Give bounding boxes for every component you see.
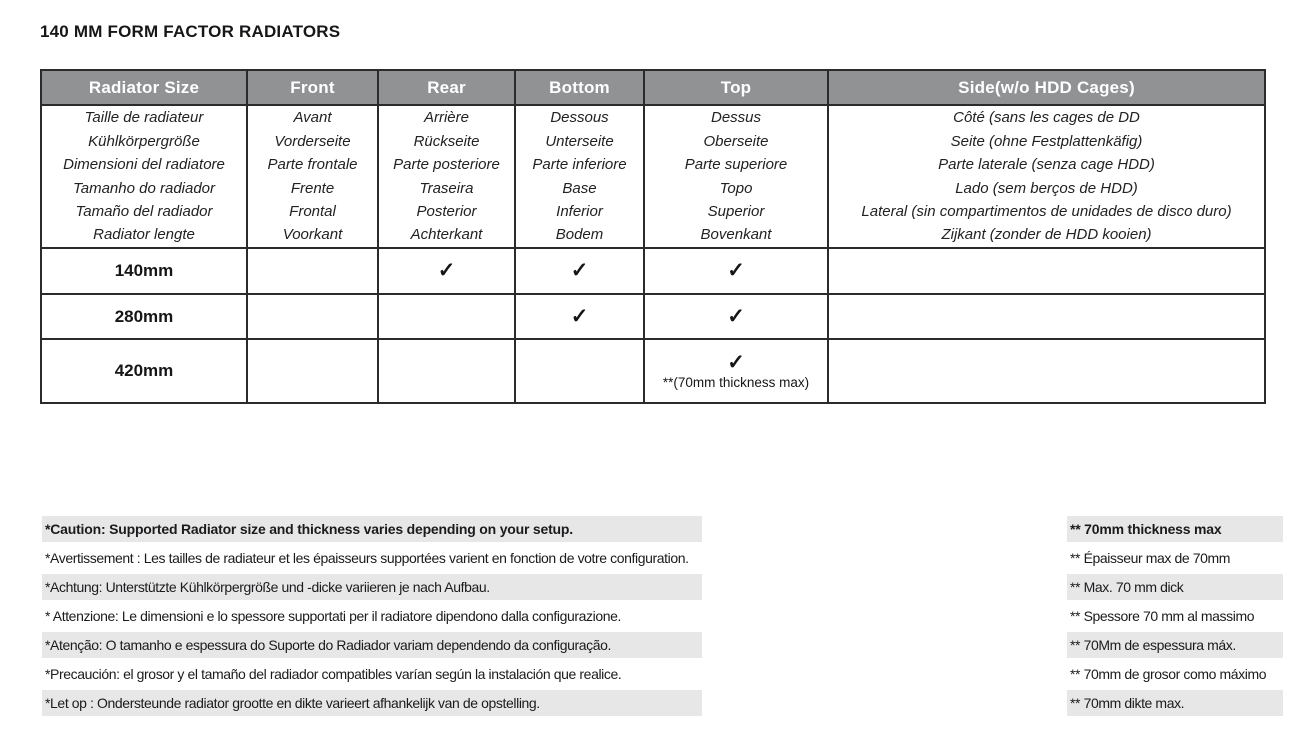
- table-row-280mm: [41, 294, 1265, 339]
- caution-note-portuguese: *Atenção: O tamanho e espessura do Suporte do Radiador variam dependendo da configuração.: [42, 632, 702, 658]
- page-title: 140 MM FORM FACTOR RADIATORS: [40, 22, 341, 41]
- header-radiator-size: Radiator Size: [41, 70, 247, 105]
- translation-line: Rückseite: [413, 132, 480, 150]
- translation-line: Lado (sem berços de HDD): [955, 179, 1138, 197]
- checkmark-140mm-bottom: ✓: [570, 259, 589, 282]
- header-side: Side(w/o HDD Cages): [828, 70, 1265, 105]
- translations-row: [41, 105, 1265, 248]
- radiator-support-table: [40, 69, 1266, 404]
- translation-line: Dimensioni del radiatore: [63, 156, 225, 174]
- translation-line: Voorkant: [282, 226, 343, 244]
- translations-bottom: [515, 105, 644, 248]
- translation-line: Radiator lengte: [93, 226, 195, 244]
- translation-line: Dessous: [550, 109, 609, 127]
- checkmark-280mm-top: ✓: [727, 304, 745, 328]
- size-label-420mm: 420mm: [114, 361, 174, 380]
- translation-line: Parte superiore: [684, 156, 788, 174]
- checkmark-140mm-rear: ✓: [437, 259, 456, 282]
- translation-line: Tamanho do radiador: [72, 179, 216, 197]
- cell-420mm-side: [828, 339, 1265, 403]
- caution-note-dutch: *Let op : Ondersteunde radiator grootte en dikte varieert afhankelijk van de opstelling.: [42, 690, 702, 716]
- translation-line: Topo: [719, 179, 753, 197]
- translations-radiator-size: [41, 105, 247, 248]
- translation-line: Taille de radiateur: [84, 109, 204, 127]
- cell-140mm-side: [828, 248, 1265, 294]
- translation-line: Parte posteriore: [393, 156, 500, 174]
- cell-280mm-rear: [378, 294, 515, 339]
- table-row-420mm: [41, 339, 1265, 403]
- translation-line: Base: [562, 179, 597, 197]
- caution-note-french: *Avertissement : Les tailles de radiateur et les épaisseurs supportées varient en fonction de votre configuration.: [45, 550, 689, 566]
- header-rear: Rear: [378, 70, 515, 105]
- caution-note-italian: * Attenzione: Le dimensioni e lo spessore supportati per il radiatore dipendono dalla configurazione.: [45, 608, 621, 624]
- cell-420mm-bottom: [515, 339, 644, 403]
- table-row-140mm: [41, 248, 1265, 294]
- cell-140mm-front: [247, 248, 378, 294]
- translation-line: Avant: [293, 109, 332, 127]
- translations-front: [247, 105, 378, 248]
- translation-line: Posterior: [416, 202, 477, 220]
- cell-420mm-top: [644, 339, 828, 403]
- thickness-note-italian: ** Spessore 70 mm al massimo: [1070, 608, 1255, 624]
- thickness-note-spanish: ** 70mm de grosor como máximo: [1070, 666, 1267, 682]
- thickness-note-dutch: ** 70mm dikte max.: [1067, 690, 1283, 716]
- caution-note-spanish: *Precaución: el grosor y el tamaño del radiador compatibles varían según la instalación que realice.: [45, 666, 622, 682]
- translation-line: Côté (sans les cages de DD: [953, 109, 1140, 127]
- header-top: Top: [644, 70, 828, 105]
- translation-line: Kühlkörpergröße: [88, 132, 200, 150]
- translation-line: Dessus: [710, 109, 762, 127]
- cell-280mm-front: [247, 294, 378, 339]
- translation-line: Unterseite: [545, 132, 614, 150]
- thickness-note-420mm: **(70mm thickness max): [662, 374, 810, 390]
- translation-line: Arrière: [423, 109, 469, 127]
- translation-line: Achterkant: [410, 226, 483, 244]
- translation-line: Zijkant (zonder de HDD kooien): [941, 226, 1152, 244]
- cell-420mm-front: [247, 339, 378, 403]
- thickness-note-english: ** 70mm thickness max: [1067, 516, 1283, 542]
- thickness-note-french: ** Épaisseur max de 70mm: [1070, 550, 1231, 566]
- translation-line: Bodem: [555, 226, 604, 244]
- caution-note-german: *Achtung: Unterstützte Kühlkörpergröße und -dicke variieren je nach Aufbau.: [42, 574, 702, 600]
- translations-side: [828, 105, 1265, 248]
- thickness-notes: [1067, 516, 1283, 719]
- size-label-280mm: 280mm: [114, 306, 174, 326]
- checkmark-280mm-bottom: ✓: [570, 304, 589, 328]
- caution-note-english: *Caution: Supported Radiator size and thickness varies depending on your setup.: [42, 516, 702, 542]
- translation-line: Vorderseite: [274, 132, 351, 150]
- header-front: Front: [247, 70, 378, 105]
- cell-280mm-side: [828, 294, 1265, 339]
- translation-line: Parte frontale: [267, 156, 358, 174]
- checkmark-420mm-top: ✓: [727, 350, 745, 374]
- caution-notes: [42, 516, 702, 719]
- translation-line: Frontal: [289, 202, 336, 220]
- translations-rear: [378, 105, 515, 248]
- translation-line: Lateral (sin compartimentos de unidades de disco duro): [861, 202, 1232, 220]
- checkmark-140mm-top: ✓: [727, 259, 745, 282]
- translation-line: Oberseite: [703, 132, 769, 150]
- translation-line: Parte inferiore: [532, 156, 627, 174]
- translation-line: Bovenkant: [700, 226, 772, 244]
- translation-line: Traseira: [419, 179, 474, 197]
- translation-line: Parte laterale (senza cage HDD): [938, 156, 1155, 174]
- translation-line: Seite (ohne Festplattenkäfig): [950, 132, 1143, 150]
- translation-line: Frente: [290, 179, 335, 197]
- thickness-note-portuguese: ** 70Mm de espessura máx.: [1067, 632, 1283, 658]
- size-label-140mm: 140mm: [114, 261, 174, 280]
- translations-top: [644, 105, 828, 248]
- cell-420mm-rear: [378, 339, 515, 403]
- translation-line: Inferior: [556, 202, 603, 220]
- translation-line: Superior: [707, 202, 765, 220]
- header-bottom: Bottom: [515, 70, 644, 105]
- header-row: [41, 70, 1265, 105]
- translation-line: Tamaño del radiador: [75, 202, 213, 220]
- thickness-note-german: ** Max. 70 mm dick: [1067, 574, 1283, 600]
